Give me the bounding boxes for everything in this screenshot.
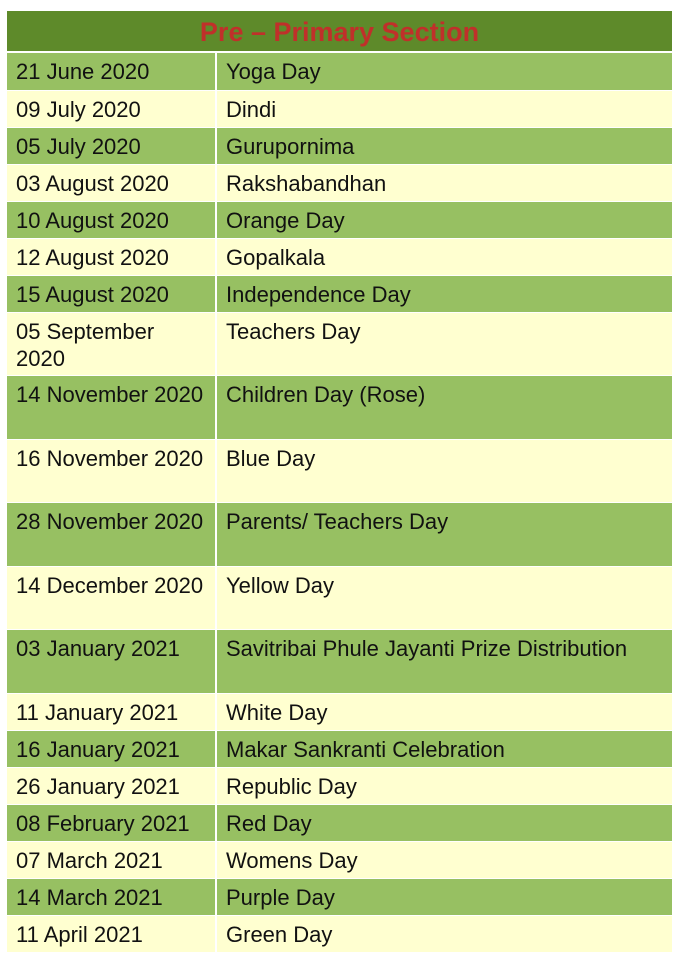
section-title: Pre – Primary Section [7, 11, 672, 53]
event-cell: Gurupornima [216, 127, 672, 164]
event-cell: Womens Day [216, 841, 672, 878]
table-row [7, 312, 672, 376]
date-cell: 14 November 2020 [7, 376, 216, 440]
table-row [7, 915, 672, 952]
date-cell: 07 March 2021 [7, 841, 216, 878]
date-cell: 28 November 2020 [7, 503, 216, 567]
table-row [7, 767, 672, 804]
date-cell: 09 July 2020 [7, 90, 216, 127]
table-row [7, 439, 672, 503]
table-row [7, 90, 672, 127]
events-grid [7, 53, 672, 953]
event-cell: Parents/ Teachers Day [216, 503, 672, 567]
event-cell: Yellow Day [216, 566, 672, 630]
date-cell: 12 August 2020 [7, 238, 216, 275]
table-row [7, 878, 672, 915]
date-cell: 16 November 2020 [7, 439, 216, 503]
event-cell: Independence Day [216, 275, 672, 312]
table-row [7, 693, 672, 730]
date-cell: 26 January 2021 [7, 767, 216, 804]
date-cell: 16 January 2021 [7, 730, 216, 767]
date-cell: 21 June 2020 [7, 53, 216, 90]
table-row [7, 804, 672, 841]
event-cell: Yoga Day [216, 53, 672, 90]
table-row [7, 127, 672, 164]
date-cell: 10 August 2020 [7, 201, 216, 238]
event-cell: Rakshabandhan [216, 164, 672, 201]
events-table [7, 11, 672, 953]
event-cell: Orange Day [216, 201, 672, 238]
table-row [7, 164, 672, 201]
table-row [7, 566, 672, 630]
date-cell: 14 December 2020 [7, 566, 216, 630]
event-cell: White Day [216, 693, 672, 730]
event-cell: Purple Day [216, 878, 672, 915]
table-row [7, 53, 672, 90]
date-cell: 05 July 2020 [7, 127, 216, 164]
table-row [7, 275, 672, 312]
table-row [7, 201, 672, 238]
event-cell: Green Day [216, 915, 672, 952]
table-row [7, 238, 672, 275]
event-cell: Dindi [216, 90, 672, 127]
event-cell: Makar Sankranti Celebration [216, 730, 672, 767]
event-cell: Red Day [216, 804, 672, 841]
event-cell: Savitribai Phule Jayanti Prize Distribution [216, 630, 672, 694]
table-row [7, 730, 672, 767]
date-cell: 05 September 2020 [7, 312, 216, 376]
table-row [7, 841, 672, 878]
date-cell: 11 January 2021 [7, 693, 216, 730]
event-cell: Teachers Day [216, 312, 672, 376]
event-cell: Blue Day [216, 439, 672, 503]
event-cell: Republic Day [216, 767, 672, 804]
table-row [7, 630, 672, 694]
event-cell: Gopalkala [216, 238, 672, 275]
table-row [7, 376, 672, 440]
date-cell: 03 January 2021 [7, 630, 216, 694]
table-row [7, 503, 672, 567]
date-cell: 15 August 2020 [7, 275, 216, 312]
event-cell: Children Day (Rose) [216, 376, 672, 440]
date-cell: 03 August 2020 [7, 164, 216, 201]
date-cell: 08 February 2021 [7, 804, 216, 841]
date-cell: 11 April 2021 [7, 915, 216, 952]
date-cell: 14 March 2021 [7, 878, 216, 915]
